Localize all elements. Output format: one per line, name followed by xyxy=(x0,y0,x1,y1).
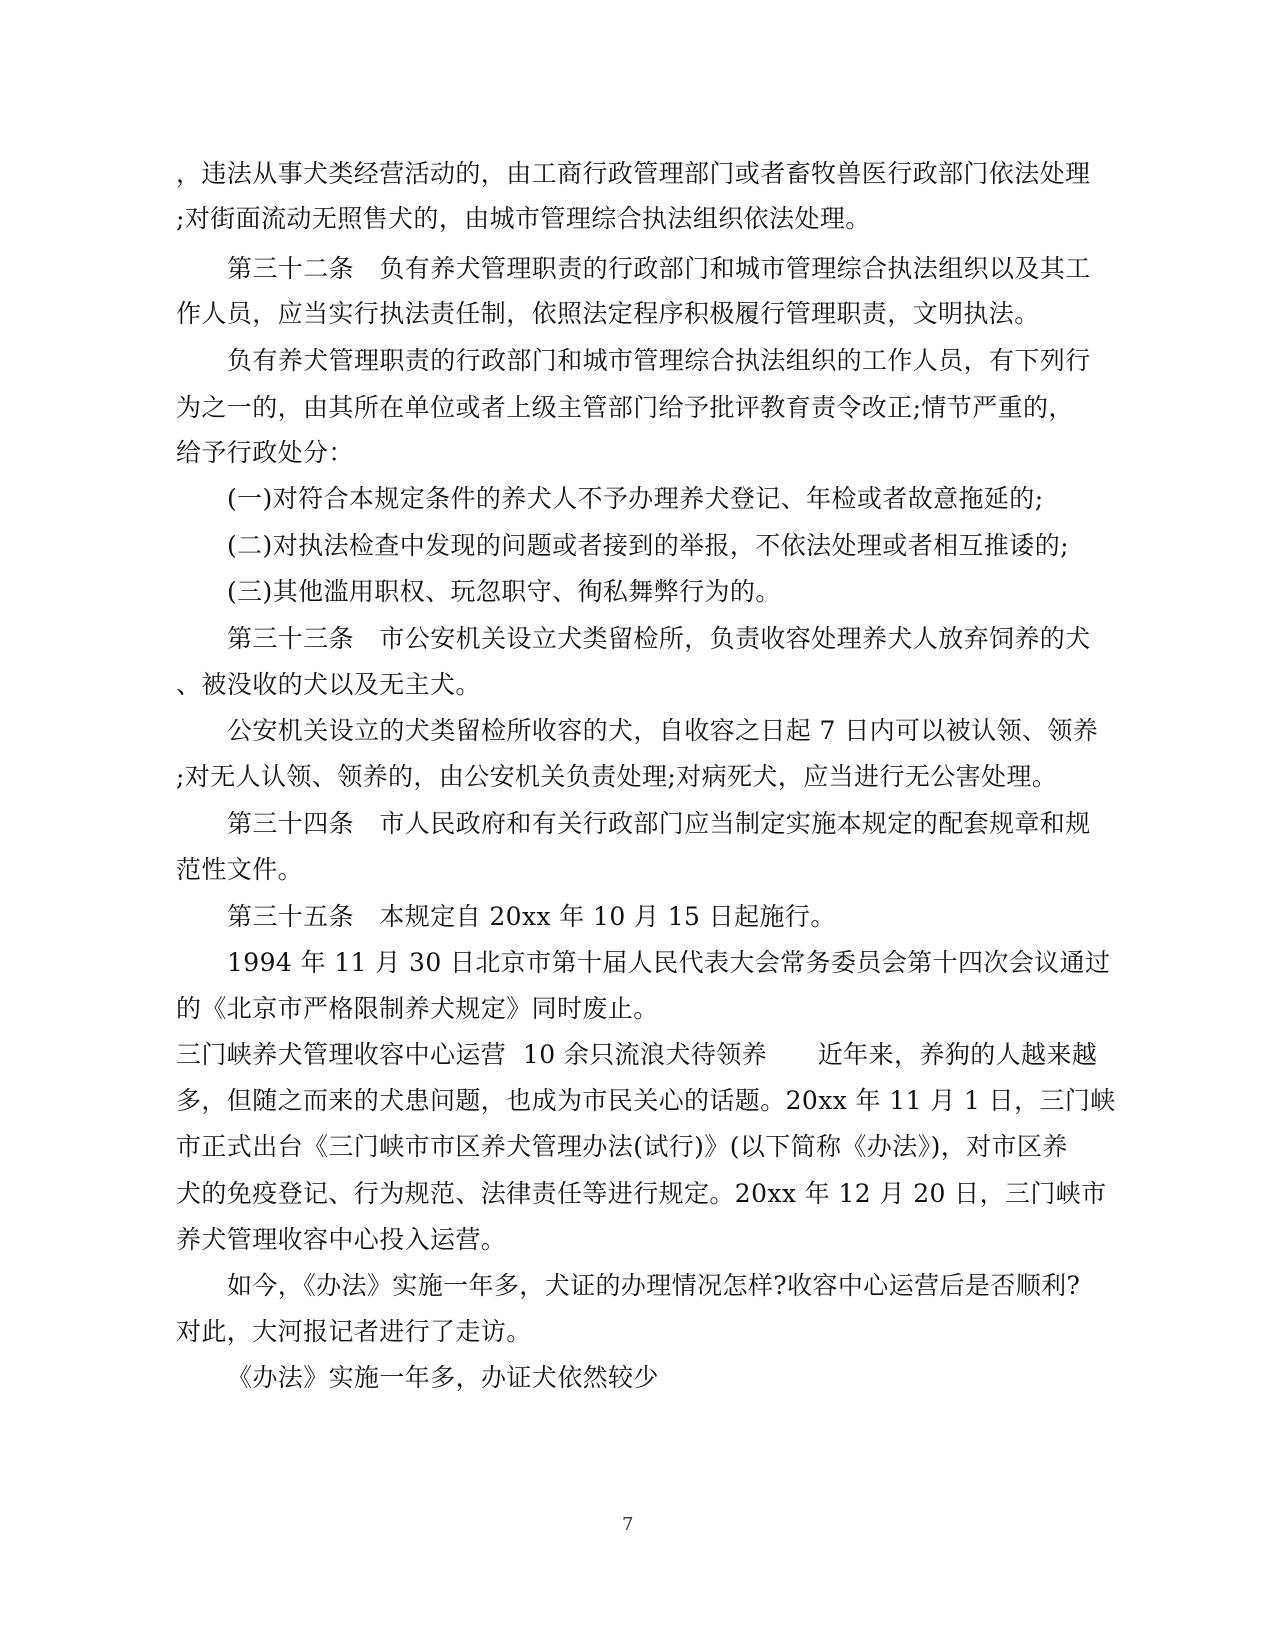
text-line: 为之一的，由其所在单位或者上级主管部门给予批评教育责令改正;情节严重的， xyxy=(176,393,1074,422)
list-item-3: (三)其他滥用职权、玩忽职守、徇私舞弊行为的。 xyxy=(227,577,781,606)
text-line: 对此，大河报记者进行了走访。 xyxy=(176,1317,532,1346)
text-line: 的《北京市严格限制养犬规定》同时废止。 xyxy=(176,994,659,1023)
text-line: 给予行政处分： xyxy=(176,438,354,467)
list-item-1: (一)对符合本规定条件的养犬人不予办理养犬登记、年检或者故意拖延的; xyxy=(227,484,1044,513)
text-line: 范性文件。 xyxy=(176,855,304,884)
text-line: 犬的免疫登记、行为规范、法律责任等进行规定。20xx 年 12 月 20 日，三门峡市 xyxy=(176,1179,1107,1208)
text-line: 养犬管理收容中心投入运营。 xyxy=(176,1225,507,1254)
text-line: 、被没收的犬以及无主犬。 xyxy=(176,670,481,699)
article-34-line: 第三十四条 市人民政府和有关行政部门应当制定实施本规定的配套规章和规 xyxy=(227,809,1091,838)
text-line: ;对街面流动无照售犬的，由城市管理综合执法组织依法处理。 xyxy=(176,204,871,233)
text-line: 多，但随之而来的犬患问题，也成为市民关心的话题。20xx 年 11 月 1 日，三门峡 xyxy=(176,1086,1116,1115)
section-heading: 《办法》实施一年多，办证犬依然较少 xyxy=(227,1363,659,1392)
text-line: 市正式出台《三门峡市市区养犬管理办法(试行)》(以下简称《办法》)，对市区养 xyxy=(176,1132,1068,1161)
text-line: 如今，《办法》实施一年多，犬证的办理情况怎样?收容中心运营后是否顺利? xyxy=(227,1271,1081,1300)
text-line: 作人员，应当实行执法责任制，依照法定程序积极履行管理职责，文明执法。 xyxy=(176,299,1040,328)
text-line: 1994 年 11 月 30 日北京市第十届人民代表大会常务委员会第十四次会议通过 xyxy=(227,948,1111,977)
article-33-line: 第三十三条 市公安机关设立犬类留检所，负责收容处理养犬人放弃饲养的犬 xyxy=(227,624,1091,653)
article-35-line: 第三十五条 本规定自 20xx 年 10 月 15 日起施行。 xyxy=(227,902,836,931)
list-item-2: (二)对执法检查中发现的问题或者接到的举报，不依法处理或者相互推诿的; xyxy=(227,531,1069,560)
news-headline-line: 三门峡养犬管理收容中心运营 10 余只流浪犬待领养 近年来，养狗的人越来越 xyxy=(176,1040,1098,1069)
article-32-line: 第三十二条 负有养犬管理职责的行政部门和城市管理综合执法组织以及其工 xyxy=(227,254,1091,283)
text-line: ;对无人认领、领养的，由公安机关负责处理;对病死犬，应当进行无公害处理。 xyxy=(176,762,1058,791)
text-line: 负有养犬管理职责的行政部门和城市管理综合执法组织的工作人员，有下列行 xyxy=(227,346,1091,375)
text-line: 公安机关设立的犬类留检所收容的犬，自收容之日起 7 日内可以被认领、领养 xyxy=(227,716,1099,745)
page-number: 7 xyxy=(622,1514,634,1535)
text-line: ，违法从事犬类经营活动的，由工商行政管理部门或者畜牧兽医行政部门依法处理 xyxy=(176,159,1091,188)
